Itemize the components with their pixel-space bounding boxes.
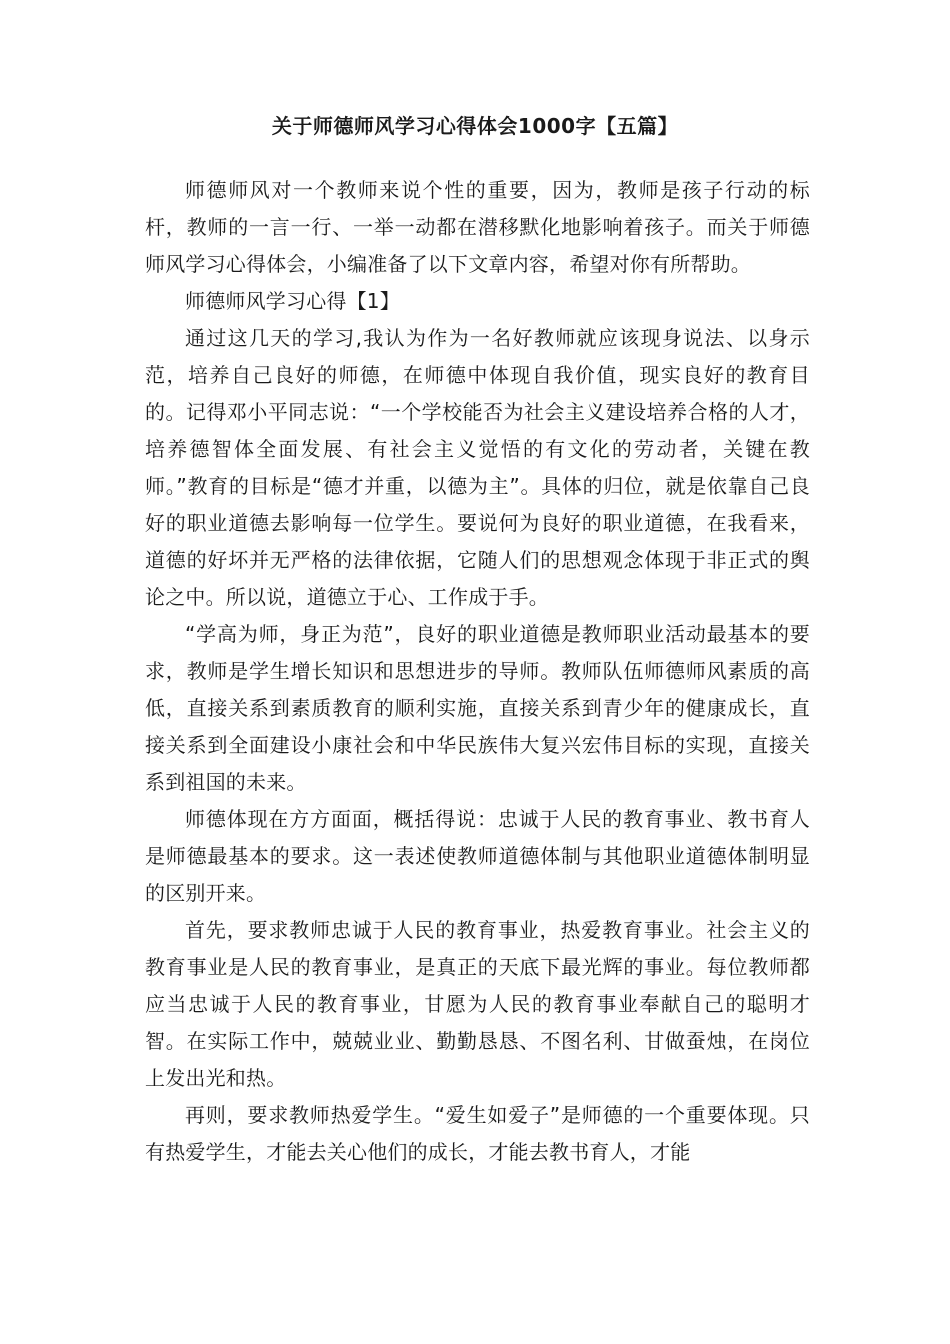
document-body <box>145 172 810 1171</box>
paragraph: 通过这几天的学习,我认为作为一名好教师就应该现身说法、以身示范，培养自己良好的师德，在师德中体现自我价值，现实良好的教育目的。记得邓小平同志说：“一个学校能否为社会主义建设培养合格的人才，培养德智体全面发展、有社会主义觉悟的有文化的劳动者，关键在教师。”教育的目标是“德才并重，以德为主”。具体的归位，就是依靠自己良好的职业道德去影响每一位学生。要说何为良好的职业道德，在我看来，道德的好坏并无严格的法律依据，它随人们的思想观念体现于非正式的舆论之中。所以说，道德立于心、工作成于手。 <box>145 326 810 609</box>
paragraph-intro: 师德师风对一个教师来说个性的重要，因为，教师是孩子行动的标杆，教师的一言一行、一举一动都在潜移默化地影响着孩子。而关于师德师风学习心得体会，小编准备了以下文章内容，希望对你有所帮助。 <box>145 178 810 276</box>
paragraph: 再则，要求教师热爱学生。“爱生如爱子”是师德的一个重要体现。只有热爱学生，才能去关心他们的成长，才能去教书育人，才能 <box>145 1103 810 1164</box>
paragraph: 师德体现在方方面面，概括得说：忠诚于人民的教育事业、教书育人是师德最基本的要求。这一表述使教师道德体制与其他职业道德体制明显的区别开来。 <box>145 807 810 905</box>
section-heading: 师德师风学习心得【1】 <box>185 289 400 313</box>
paragraph: 首先，要求教师忠诚于人民的教育事业，热爱教育事业。社会主义的教育事业是人民的教育事业，是真正的天底下最光辉的事业。每位教师都应当忠诚于人民的教育事业，甘愿为人民的教育事业奉献自己的聪明才智。在实际工作中，兢兢业业、勤勤恳恳、不图名利、甘做蚕烛，在岗位上发出光和热。 <box>145 918 810 1090</box>
document-title: 关于师德师风学习心得体会1000字【五篇】 <box>271 114 679 138</box>
paragraph: “学高为师，身正为范”，良好的职业道德是教师职业活动最基本的要求，教师是学生增长知识和思想进步的导师。教师队伍师德师风素质的高低，直接关系到素质教育的顺利实施，直接关系到青少年的健康成长，直接关系到全面建设小康社会和中华民族伟大复兴宏伟目标的实现，直接关系到祖国的未来。 <box>145 622 810 794</box>
